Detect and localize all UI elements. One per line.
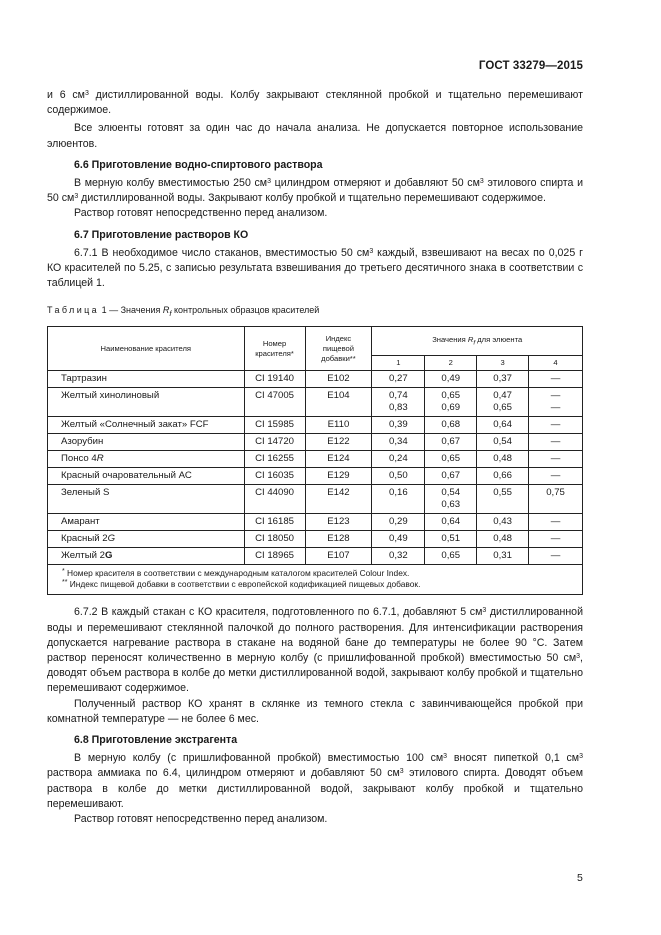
dye-name: Желтый хинолиновый (48, 388, 245, 417)
col-header-rf: Значения $R_f$ для элюента (372, 327, 583, 356)
dye-name: Желтый 2G (48, 548, 245, 565)
rf-value: — (529, 371, 583, 388)
footnote-2: ** Индекс пищевой добавки в соответствии с европейской кодификацией пищевых добавок. (62, 579, 421, 590)
rf-value: 0,66 (477, 468, 529, 485)
rf-value: 0,16 (372, 485, 425, 514)
rf-value: — (529, 451, 583, 468)
rf-value: 0,48 (477, 451, 529, 468)
section-6-8-heading: 6.8 Приготовление экстрагента (74, 734, 238, 747)
section-6-6-paragraph-1: В мерную колбу вместимостью 250 $см^3$ цилиндром отмеряют и добавляют 50 $см^3$ этилового спирта и 50 $см^3$ дистиллированной воды. Закрывают колбу пробкой и тщательно перемешивают содержимое. (47, 177, 583, 205)
col-header-eluent-4: 4 (529, 356, 583, 371)
section-6-7-2-paragraph-1: 6.7.2 В каждый стакан с КО красителя, подготовленного по 6.7.1, добавляют 5 $см^3$ дистиллированной воды и перемешивают стеклянной палочкой до полного растворения. Для интенсификации растворения допускается нагревание раствора в стакане на водяной бане до температуры не более 90 °С. Затем раствор переносят количественно в мерную колбу (с пришлифованной пробкой) вместимостью 50 $см^3$, доводят объем раствора в колбе до метки дистиллированной водой, закрывают колбу пробкой и тщательно перемешивают содержимое. (47, 606, 583, 695)
dye-name: Красный 2G (48, 531, 245, 548)
table-row (48, 417, 583, 434)
rf-value: 0,65 0,69 (425, 388, 477, 417)
intro-paragraph-1: и 6 $см^3$ дистиллированной воды. Колбу закрывают стеклянной пробкой и тщательно перемешивают содержимое. (47, 89, 583, 117)
intro-paragraph-2: Все элюенты готовят за один час до начала анализа. Не допускается повторное использование элюентов. (47, 122, 583, 150)
table-row (48, 468, 583, 485)
table-row (48, 388, 583, 417)
rf-value: 0,49 (372, 531, 425, 548)
rf-value: 0,37 (477, 371, 529, 388)
rf-value: — (529, 417, 583, 434)
rf-value: 0,29 (372, 514, 425, 531)
dye-index: E124 (305, 451, 372, 468)
dye-index: E128 (305, 531, 372, 548)
dye-number: CI 18050 (244, 531, 305, 548)
rf-value: 0,48 (477, 531, 529, 548)
col-header-eluent-3: 3 (477, 356, 529, 371)
dye-number: CI 16255 (244, 451, 305, 468)
rf-value: — (529, 514, 583, 531)
rf-value: 0,68 (425, 417, 477, 434)
col-header-index: Индекс пищевой добавки** (305, 327, 372, 371)
section-6-6-heading: 6.6 Приготовление водно-спиртового раствора (74, 158, 323, 171)
rf-value: 0,64 (425, 514, 477, 531)
dye-index: E123 (305, 514, 372, 531)
section-6-8-paragraph-2: Раствор готовят непосредственно перед анализом. (74, 813, 328, 826)
dye-index: E122 (305, 434, 372, 451)
section-6-8-paragraph-1: В мерную колбу (с пришлифованной пробкой) вместимостью 100 $см^3$ вносят пипеткой 0,1 $см^3$ раствора аммиака по 6.4, цилиндром отмеряют и добавляют 50 $см^3$ этилового спирта. Доводят объем раствора в колбе до метки дистиллированной водой, закрывают колбу пробкой и тщательно перемешивают. (47, 752, 583, 810)
col-header-eluent-1: 1 (372, 356, 425, 371)
dye-index: E107 (305, 548, 372, 565)
rf-value: — (529, 531, 583, 548)
dye-index: E142 (305, 485, 372, 514)
dye-name: Красный очаровательный АС (48, 468, 245, 485)
rf-value: 0,27 (372, 371, 425, 388)
dye-name: Желтый «Солнечный закат» FCF (48, 417, 245, 434)
rf-value: — (529, 548, 583, 565)
rf-value: 0,54 (477, 434, 529, 451)
dye-index: E110 (305, 417, 372, 434)
rf-value: 0,55 (477, 485, 529, 514)
col-header-name: Наименование красителя (48, 327, 245, 371)
rf-value: 0,39 (372, 417, 425, 434)
col-header-eluent-2: 2 (425, 356, 477, 371)
rf-value: 0,75 (529, 485, 583, 514)
dye-number: CI 14720 (244, 434, 305, 451)
dye-name: Понсо 4R (48, 451, 245, 468)
dye-number: CI 44090 (244, 485, 305, 514)
dye-name: Азорубин (48, 434, 245, 451)
dye-name: Зеленый S (48, 485, 245, 514)
rf-value: 0,47 0,65 (477, 388, 529, 417)
rf-value: — — (529, 388, 583, 417)
table-row (48, 371, 583, 388)
rf-value: 0,49 (425, 371, 477, 388)
document-code: ГОСТ 33279—2015 (478, 60, 583, 72)
rf-value: 0,32 (372, 548, 425, 565)
dye-name: Тартразин (48, 371, 245, 388)
rf-value: 0,65 (425, 548, 477, 565)
dye-index: E104 (305, 388, 372, 417)
page-number: 5 (577, 872, 583, 884)
table-row (48, 485, 583, 514)
rf-value: 0,74 0,83 (372, 388, 425, 417)
section-6-6-paragraph-2: Раствор готовят непосредственно перед анализом. (74, 207, 328, 220)
footnotes-cell (48, 565, 583, 595)
rf-value: 0,67 (425, 434, 477, 451)
rf-value: 0,67 (425, 468, 477, 485)
dyes-rf-table (47, 326, 583, 595)
table-footnotes (48, 565, 583, 595)
rf-value: 0,24 (372, 451, 425, 468)
rf-value: 0,54 0,63 (425, 485, 477, 514)
table-row (48, 531, 583, 548)
section-6-7-1-paragraph: 6.7.1 В необходимое число стаканов, вместимостью 50 $см^3$ каждый, взвешивают на весах по 0,025 г КО красителей по 5.25, с записью результата взвешивания до третьего десятичного знака в соответствии с таблицей 1. (47, 246, 584, 290)
dye-index: E129 (305, 468, 372, 485)
rf-value: 0,34 (372, 434, 425, 451)
table-row (48, 451, 583, 468)
table-caption: Таблица 1 — Значения $R_f$ контрольных образцов красителей (47, 305, 320, 319)
dye-number: CI 18965 (244, 548, 305, 565)
rf-value: — (529, 468, 583, 485)
rf-value: 0,31 (477, 548, 529, 565)
dye-number: CI 15985 (244, 417, 305, 434)
col-header-number: Номер красителя* (244, 327, 305, 371)
rf-value: 0,50 (372, 468, 425, 485)
page-content (47, 88, 583, 827)
rf-value: 0,65 (425, 451, 477, 468)
section-6-7-2-paragraph-2: Полученный раствор КО хранят в склянке из темного стекла с завинчивающейся пробкой при комнатной температуре — не более 6 мес. (47, 697, 583, 725)
dye-name: Амарант (48, 514, 245, 531)
dye-number: CI 47005 (244, 388, 305, 417)
dye-number: CI 16035 (244, 468, 305, 485)
rf-value: 0,51 (425, 531, 477, 548)
table-row (48, 434, 583, 451)
table-row (48, 548, 583, 565)
dye-number: CI 16185 (244, 514, 305, 531)
rf-value: 0,43 (477, 514, 529, 531)
dye-number: CI 19140 (244, 371, 305, 388)
footnote-1: * Номер красителя в соответствии с международным каталогом красителей Colour Index. (62, 568, 410, 579)
rf-value: — (529, 434, 583, 451)
rf-value: 0,64 (477, 417, 529, 434)
section-6-7-heading: 6.7 Приготовление растворов КО (74, 228, 249, 241)
table-row (48, 514, 583, 531)
dye-index: E102 (305, 371, 372, 388)
